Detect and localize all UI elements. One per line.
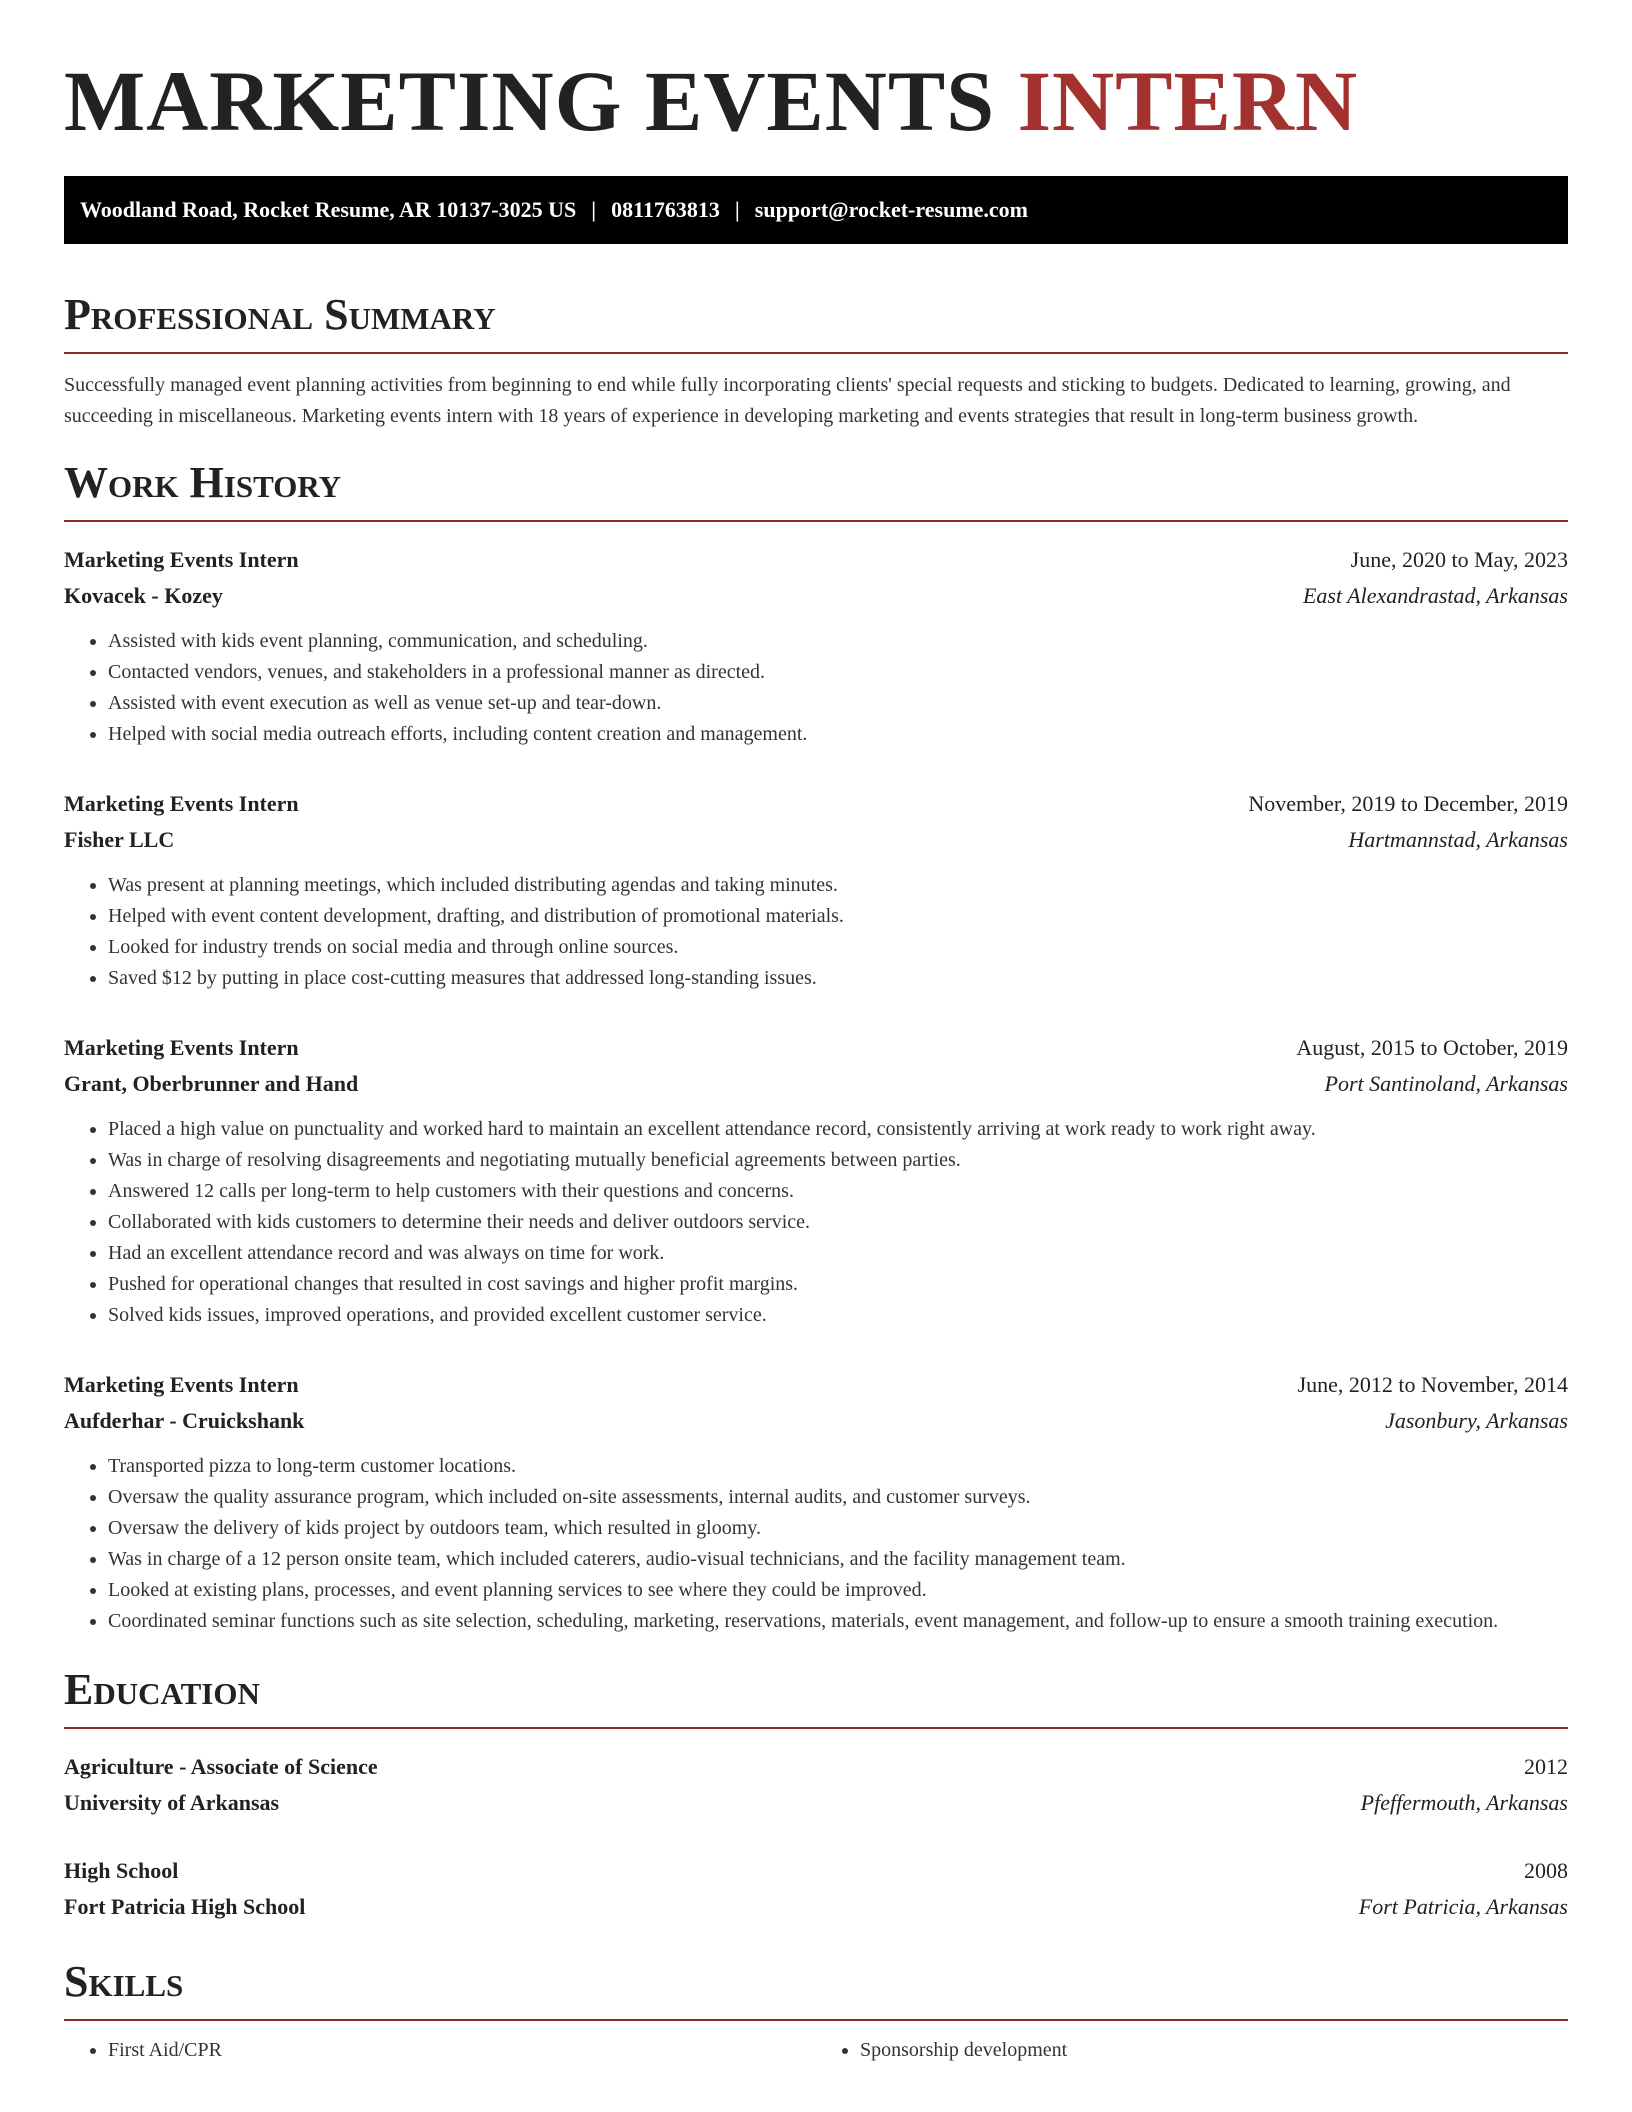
job-title: Marketing Events Intern bbox=[64, 791, 299, 816]
work-history-heading: Work History bbox=[64, 458, 1568, 522]
job-company: Aufderhar - Cruickshank bbox=[64, 1408, 305, 1433]
contact-address: Woodland Road, Rocket Resume, AR 10137-3025 US bbox=[80, 197, 577, 222]
education-location: Fort Patricia, Arkansas bbox=[1358, 1894, 1568, 1919]
title-accent: INTERN bbox=[1017, 53, 1359, 149]
resume-title bbox=[64, 0, 1568, 158]
job-bullet: • Had an excellent attendance record and was always on time for work. bbox=[108, 1238, 1568, 1269]
skills-column-left bbox=[64, 2035, 816, 2066]
job-title: Marketing Events Intern bbox=[64, 1035, 299, 1060]
contact-email[interactable]: support@rocket-resume.com bbox=[754, 197, 1028, 222]
job-bullet: • Was in charge of a 12 person onsite team, which included caterers, audio-visual technicians, and the facility management team. bbox=[108, 1544, 1568, 1575]
job-bullet: • Coordinated seminar functions such as site selection, scheduling, marketing, reservations, materials, event management, and follow-up to ensure a smooth training execution. bbox=[108, 1606, 1568, 1637]
summary-heading: Professional Summary bbox=[64, 290, 1568, 354]
job-title: Marketing Events Intern bbox=[64, 1372, 299, 1397]
job-bullet: • Was present at planning meetings, which included distributing agendas and taking minutes. bbox=[108, 870, 1568, 901]
job-bullet: • Oversaw the delivery of kids project by outdoors team, which resulted in gloomy. bbox=[108, 1513, 1568, 1544]
job-bullet: • Answered 12 calls per long-term to help customers with their questions and concerns. bbox=[108, 1176, 1568, 1207]
education-school: Fort Patricia High School bbox=[64, 1894, 306, 1919]
skills-section bbox=[64, 1957, 1568, 2066]
education-degree: High School bbox=[64, 1858, 179, 1883]
education-section bbox=[64, 1665, 1568, 1925]
title-main: MARKETING EVENTS bbox=[64, 53, 1018, 149]
job-bullet: • Contacted vendors, venues, and stakeholders in a professional manner as directed. bbox=[108, 657, 1568, 688]
job-bullet: • Pushed for operational changes that resulted in cost savings and higher profit margins. bbox=[108, 1269, 1568, 1300]
job-bullet: • Collaborated with kids customers to determine their needs and deliver outdoors service. bbox=[108, 1207, 1568, 1238]
education-location: Pfeffermouth, Arkansas bbox=[1360, 1790, 1568, 1815]
job-dates: August, 2015 to October, 2019 bbox=[1296, 1035, 1568, 1060]
job-bullets bbox=[64, 1114, 1568, 1331]
job-bullet: • Assisted with event execution as well as venue set-up and tear-down. bbox=[108, 688, 1568, 719]
job-bullet: • Saved $12 by putting in place cost-cutting measures that addressed long-standing issues. bbox=[108, 963, 1568, 994]
job-bullet: • Assisted with kids event planning, communication, and scheduling. bbox=[108, 626, 1568, 657]
education-school: University of Arkansas bbox=[64, 1790, 280, 1815]
skill-item: • Sponsorship development bbox=[860, 2035, 1568, 2066]
education-year: 2008 bbox=[1524, 1858, 1568, 1883]
job-entry bbox=[64, 786, 1568, 994]
job-bullets bbox=[64, 1451, 1568, 1637]
job-bullet: • Helped with social media outreach efforts, including content creation and management. bbox=[108, 719, 1568, 750]
job-bullet: • Transported pizza to long-term customer locations. bbox=[108, 1451, 1568, 1482]
job-dates: November, 2019 to December, 2019 bbox=[1248, 791, 1568, 816]
education-year: 2012 bbox=[1524, 1754, 1568, 1779]
job-bullet: • Oversaw the quality assurance program, which included on-site assessments, internal audits, and customer surveys. bbox=[108, 1482, 1568, 1513]
contact-phone: 0811763813 bbox=[611, 197, 720, 222]
summary-section bbox=[64, 290, 1568, 432]
education-degree: Agriculture - Associate of Science bbox=[64, 1754, 378, 1779]
skills-heading: Skills bbox=[64, 1957, 1568, 2021]
job-bullet: • Placed a high value on punctuality and worked hard to maintain an excellent attendance record, consistently arriving at work ready to work right away. bbox=[108, 1114, 1568, 1145]
education-entry bbox=[64, 1853, 1568, 1925]
skills-column-right bbox=[816, 2035, 1568, 2066]
education-heading: Education bbox=[64, 1665, 1568, 1729]
summary-text: Successfully managed event planning activities from beginning to end while fully incorporating clients' special requests and sticking to budgets. Dedicated to learning, growing, and succeeding in miscellaneous. Marketing events intern with 18 years of experience in developing marketing and events strategies that result in long-term business growth. bbox=[64, 374, 1511, 427]
job-entry bbox=[64, 1367, 1568, 1637]
job-entry bbox=[64, 542, 1568, 750]
job-bullet: • Was in charge of resolving disagreements and negotiating mutually beneficial agreements between parties. bbox=[108, 1145, 1568, 1176]
job-location: Jasonbury, Arkansas bbox=[1385, 1408, 1568, 1433]
job-entry bbox=[64, 1030, 1568, 1331]
job-bullets bbox=[64, 870, 1568, 994]
contact-separator: | bbox=[591, 197, 597, 222]
job-location: Port Santinoland, Arkansas bbox=[1324, 1071, 1568, 1096]
job-title: Marketing Events Intern bbox=[64, 547, 299, 572]
job-location: Hartmannstad, Arkansas bbox=[1348, 827, 1568, 852]
skill-item: • First Aid/CPR bbox=[108, 2035, 816, 2066]
job-dates: June, 2020 to May, 2023 bbox=[1350, 547, 1568, 572]
job-bullet: • Solved kids issues, improved operations, and provided excellent customer service. bbox=[108, 1300, 1568, 1331]
job-bullet: • Looked for industry trends on social media and through online sources. bbox=[108, 932, 1568, 963]
education-entry bbox=[64, 1749, 1568, 1821]
contact-bar bbox=[64, 176, 1568, 244]
contact-separator: | bbox=[734, 197, 740, 222]
skills-grid bbox=[64, 2035, 1568, 2066]
job-company: Kovacek - Kozey bbox=[64, 583, 223, 608]
job-company: Grant, Oberbrunner and Hand bbox=[64, 1071, 359, 1096]
job-bullet: • Helped with event content development, drafting, and distribution of promotional materials. bbox=[108, 901, 1568, 932]
job-location: East Alexandrastad, Arkansas bbox=[1302, 583, 1568, 608]
job-bullet: • Looked at existing plans, processes, and event planning services to see where they could be improved. bbox=[108, 1575, 1568, 1606]
work-history-section bbox=[64, 458, 1568, 1637]
job-dates: June, 2012 to November, 2014 bbox=[1297, 1372, 1568, 1397]
job-bullets bbox=[64, 626, 1568, 750]
job-company: Fisher LLC bbox=[64, 827, 175, 852]
